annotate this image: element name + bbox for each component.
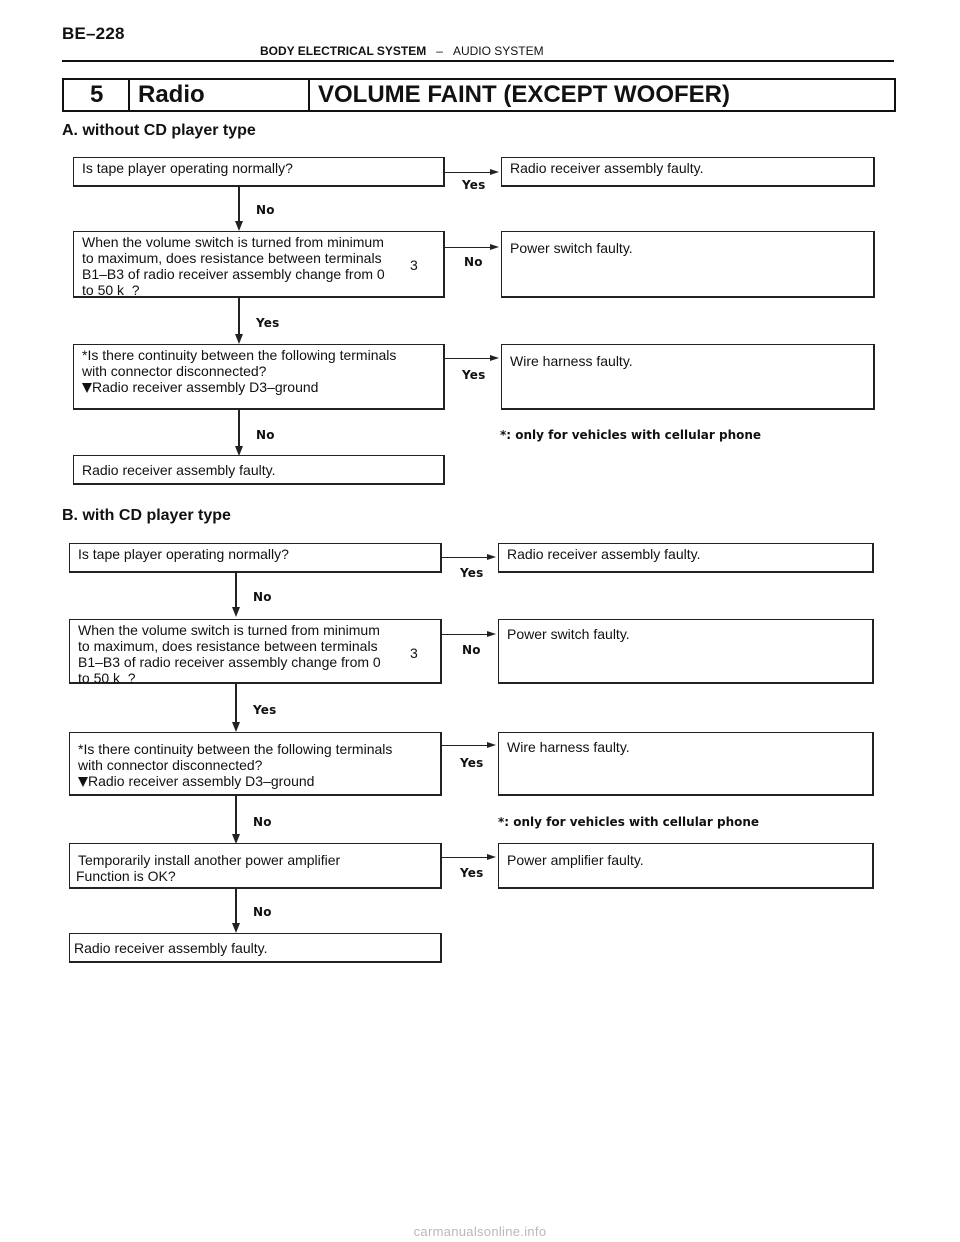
- b-q3-yes-connector: [442, 745, 490, 746]
- arrow-down-icon: [235, 334, 243, 344]
- a-q1-box: [73, 157, 445, 187]
- step-number: 5: [90, 81, 104, 108]
- a-q1-result-box: [501, 157, 875, 187]
- title-divider: [308, 80, 310, 110]
- a-q1-no-label: No: [256, 203, 275, 217]
- b-final-box: [69, 933, 442, 963]
- section-title: BODY ELECTRICAL SYSTEM: [260, 44, 427, 58]
- arrow-right-icon: [490, 355, 499, 361]
- subsection-title: AUDIO SYSTEM: [452, 44, 544, 58]
- running-header: [260, 44, 544, 58]
- arrow-right-icon: [487, 854, 496, 860]
- a-q3-no-connector: [238, 410, 240, 448]
- a-q3-line-2: with connector disconnected?: [82, 363, 267, 379]
- a-q2-box: [73, 231, 445, 298]
- a-q2-yes-connector: [238, 298, 240, 336]
- a-q2-result-text: Power switch faulty.: [510, 240, 633, 256]
- header-rule: [62, 60, 894, 62]
- b-q3-no-connector: [235, 796, 237, 836]
- b-q3-line-1: *Is there continuity between the following terminals: [78, 741, 393, 757]
- b-q4-yes-connector: [442, 857, 490, 858]
- title-bar: [62, 78, 896, 112]
- b-q3-line-3: Radio receiver assembly D3–ground: [88, 773, 315, 789]
- b-footnote: *: only for vehicles with cellular phone: [498, 815, 760, 829]
- a-q1-yes-connector: [445, 172, 493, 173]
- b-q3-line-2: with connector disconnected?: [78, 757, 263, 773]
- b-q4-yes-label: Yes: [460, 866, 484, 880]
- section-a-heading: A. without CD player type: [62, 122, 256, 139]
- b-q2-result-box: [498, 619, 874, 684]
- b-q3-yes-label: Yes: [460, 756, 484, 770]
- a-q2-yes-label: Yes: [256, 316, 280, 330]
- b-q3-result-box: [498, 732, 874, 796]
- b-q1-yes-label: Yes: [460, 566, 484, 580]
- b-q2-result-text: Power switch faulty.: [507, 626, 630, 642]
- b-q2-line-4: to 50 k ?: [78, 670, 136, 686]
- b-q3-result-text: Wire harness faulty.: [507, 739, 630, 755]
- arrow-right-icon: [487, 554, 496, 560]
- arrow-down-icon: [232, 722, 240, 732]
- item-name: Radio: [138, 81, 205, 108]
- a-final-text: Radio receiver assembly faulty.: [82, 462, 276, 478]
- a-q1-result-text: Radio receiver assembly faulty.: [510, 160, 704, 176]
- b-q4-line-1: Temporarily install another power amplifier: [78, 852, 341, 868]
- b-q4-no-label: No: [253, 905, 272, 919]
- b-q4-line-2: Function is OK?: [76, 868, 176, 884]
- b-q4-no-connector: [235, 889, 237, 925]
- title-divider: [128, 80, 130, 110]
- b-q3-no-label: No: [253, 815, 272, 829]
- b-q2-line-3: B1–B3 of radio receiver assembly change from 0: [78, 654, 381, 670]
- b-q1-result-box: [498, 543, 874, 573]
- b-q4-box: [69, 843, 442, 889]
- a-q2-stray-glyph: 3: [410, 257, 418, 273]
- a-q2-no-label: No: [464, 255, 483, 269]
- a-q3-result-box: [501, 344, 875, 410]
- b-final-text: Radio receiver assembly faulty.: [74, 940, 268, 956]
- a-q2-line-4: to 50 k ?: [82, 282, 140, 298]
- b-q4-result-text: Power amplifier faulty.: [507, 852, 644, 868]
- b-q2-no-label: No: [462, 643, 481, 657]
- a-q1-yes-label: Yes: [462, 178, 486, 192]
- b-q1-no-connector: [235, 573, 237, 609]
- a-q3-line-1: *Is there continuity between the following terminals: [82, 347, 397, 363]
- b-q2-box: [69, 619, 442, 684]
- a-q2-line-2: to maximum, does resistance between terminals: [82, 250, 382, 266]
- arrow-down-icon: [232, 607, 240, 617]
- a-q3-result-text: Wire harness faulty.: [510, 353, 633, 369]
- a-q3-yes-label: Yes: [462, 368, 486, 382]
- bullet-triangle-icon: [82, 383, 92, 393]
- b-q2-yes-connector: [235, 684, 237, 724]
- b-q1-no-label: No: [253, 590, 272, 604]
- arrow-right-icon: [487, 631, 496, 637]
- a-q3-no-label: No: [256, 428, 275, 442]
- a-q2-result-box: [501, 231, 875, 298]
- arrow-down-icon: [235, 221, 243, 231]
- bullet-triangle-icon: [78, 777, 88, 787]
- a-q2-line-3: B1–B3 of radio receiver assembly change from 0: [82, 266, 385, 282]
- section-b-heading: B. with CD player type: [62, 507, 231, 524]
- b-q3-box: [69, 732, 442, 796]
- a-final-box: [73, 455, 445, 485]
- b-q4-result-box: [498, 843, 874, 889]
- b-q1-yes-connector: [442, 557, 490, 558]
- watermark: carmanualsonline.info: [413, 1224, 547, 1239]
- page-number: BE–228: [62, 24, 125, 43]
- a-q2-line-1: When the volume switch is turned from minimum: [82, 234, 384, 250]
- arrow-right-icon: [490, 169, 499, 175]
- b-q2-stray-glyph: 3: [410, 645, 418, 661]
- symptom-title: VOLUME FAINT (EXCEPT WOOFER): [318, 81, 730, 108]
- a-q1-text: Is tape player operating normally?: [82, 160, 293, 176]
- b-q1-box: [69, 543, 442, 573]
- arrow-right-icon: [487, 742, 496, 748]
- arrow-right-icon: [490, 244, 499, 250]
- b-q2-yes-label: Yes: [253, 703, 277, 717]
- b-q2-no-connector: [442, 634, 490, 635]
- arrow-down-icon: [232, 923, 240, 933]
- a-q3-box: [73, 344, 445, 410]
- a-q1-no-connector: [238, 187, 240, 223]
- a-q2-no-connector: [445, 247, 493, 248]
- a-footnote: *: only for vehicles with cellular phone: [500, 428, 762, 442]
- b-q2-line-2: to maximum, does resistance between terminals: [78, 638, 378, 654]
- b-q2-line-1: When the volume switch is turned from minimum: [78, 622, 380, 638]
- b-q1-result-text: Radio receiver assembly faulty.: [507, 546, 701, 562]
- header-separator: –: [436, 44, 443, 58]
- b-q1-text: Is tape player operating normally?: [78, 546, 289, 562]
- a-q3-line-3: Radio receiver assembly D3–ground: [92, 379, 319, 395]
- a-q3-yes-connector: [445, 358, 493, 359]
